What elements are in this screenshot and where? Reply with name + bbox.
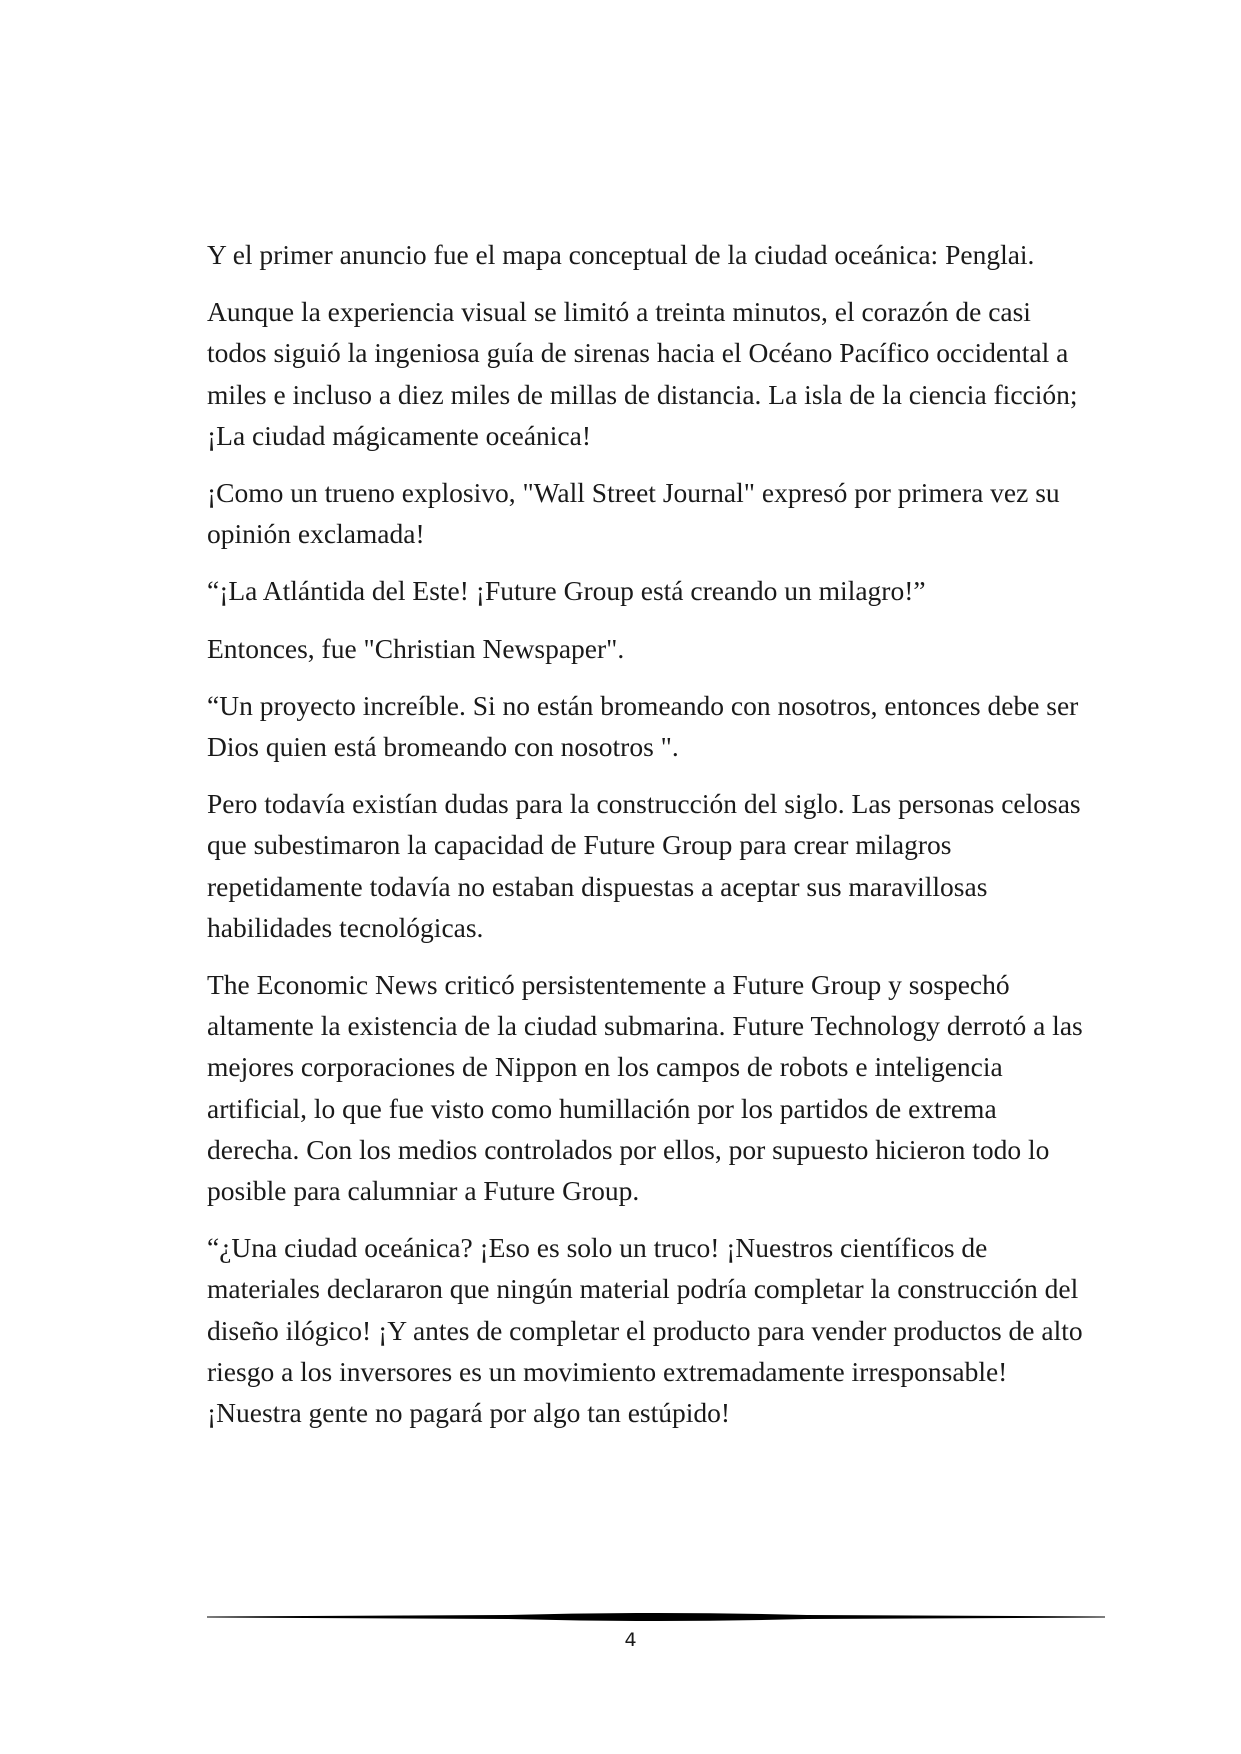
page-number: 4 bbox=[624, 1629, 637, 1651]
paragraph-6: “Un proyecto increíble. Si no están bromeando con nosotros, entonces debe ser Dios quien está bromeando con nosotros ". bbox=[207, 689, 1079, 763]
paragraph-9: “¿Una ciudad oceánica? ¡Eso es solo un truco! ¡Nuestros científicos de materiales declararon que ningún material podría completar la construcción del diseño ilógico! ¡Y antes de completar el producto para vender productos de alto riesgo a los inversores es un movimiento extremadamente irresponsable! ¡Nuestra gente no pagará por algo tan estúpido! bbox=[207, 1232, 1083, 1429]
paragraph-8: The Economic News criticó persistentemente a Future Group y sospechó altamente la existencia de la ciudad submarina. Future Technology derrotó a las mejores corporaciones de Nippon en los campos de robots e inteligencia artificial, lo que fue visto como humillación por los partidos de extrema derecha. Con los medios controlados por ellos, por supuesto hicieron todo lo posible para calumniar a Future Group. bbox=[207, 969, 1083, 1207]
document-body bbox=[207, 234, 1087, 1449]
footer-rule-shape bbox=[207, 1613, 1105, 1621]
footer-rule bbox=[207, 1611, 1105, 1623]
paragraph-4: “¡La Atlántida del Este! ¡Future Group está creando un milagro!” bbox=[207, 575, 926, 607]
paragraph-2: Aunque la experiencia visual se limitó a treinta minutos, el corazón de casi todos siguió la ingeniosa guía de sirenas hacia el Océano Pacífico occidental a miles e incluso a diez miles de millas de distancia. La isla de la ciencia ficción; ¡La ciudad mágicamente oceánica! bbox=[207, 296, 1078, 451]
paragraph-7: Pero todavía existían dudas para la construcción del siglo. Las personas celosas que subestimaron la capacidad de Future Group para crear milagros repetidamente todavía no estaban dispuestas a aceptar sus maravillosas habilidades tecnológicas. bbox=[207, 788, 1081, 943]
paragraph-5: Entonces, fue "Christian Newspaper". bbox=[207, 632, 625, 664]
paragraph-1: Y el primer anuncio fue el mapa conceptual de la ciudad oceánica: Penglai. bbox=[207, 239, 1035, 270]
paragraph-3: ¡Como un trueno explosivo, "Wall Street Journal" expresó por primera vez su opinión exclamada! bbox=[207, 477, 1060, 550]
